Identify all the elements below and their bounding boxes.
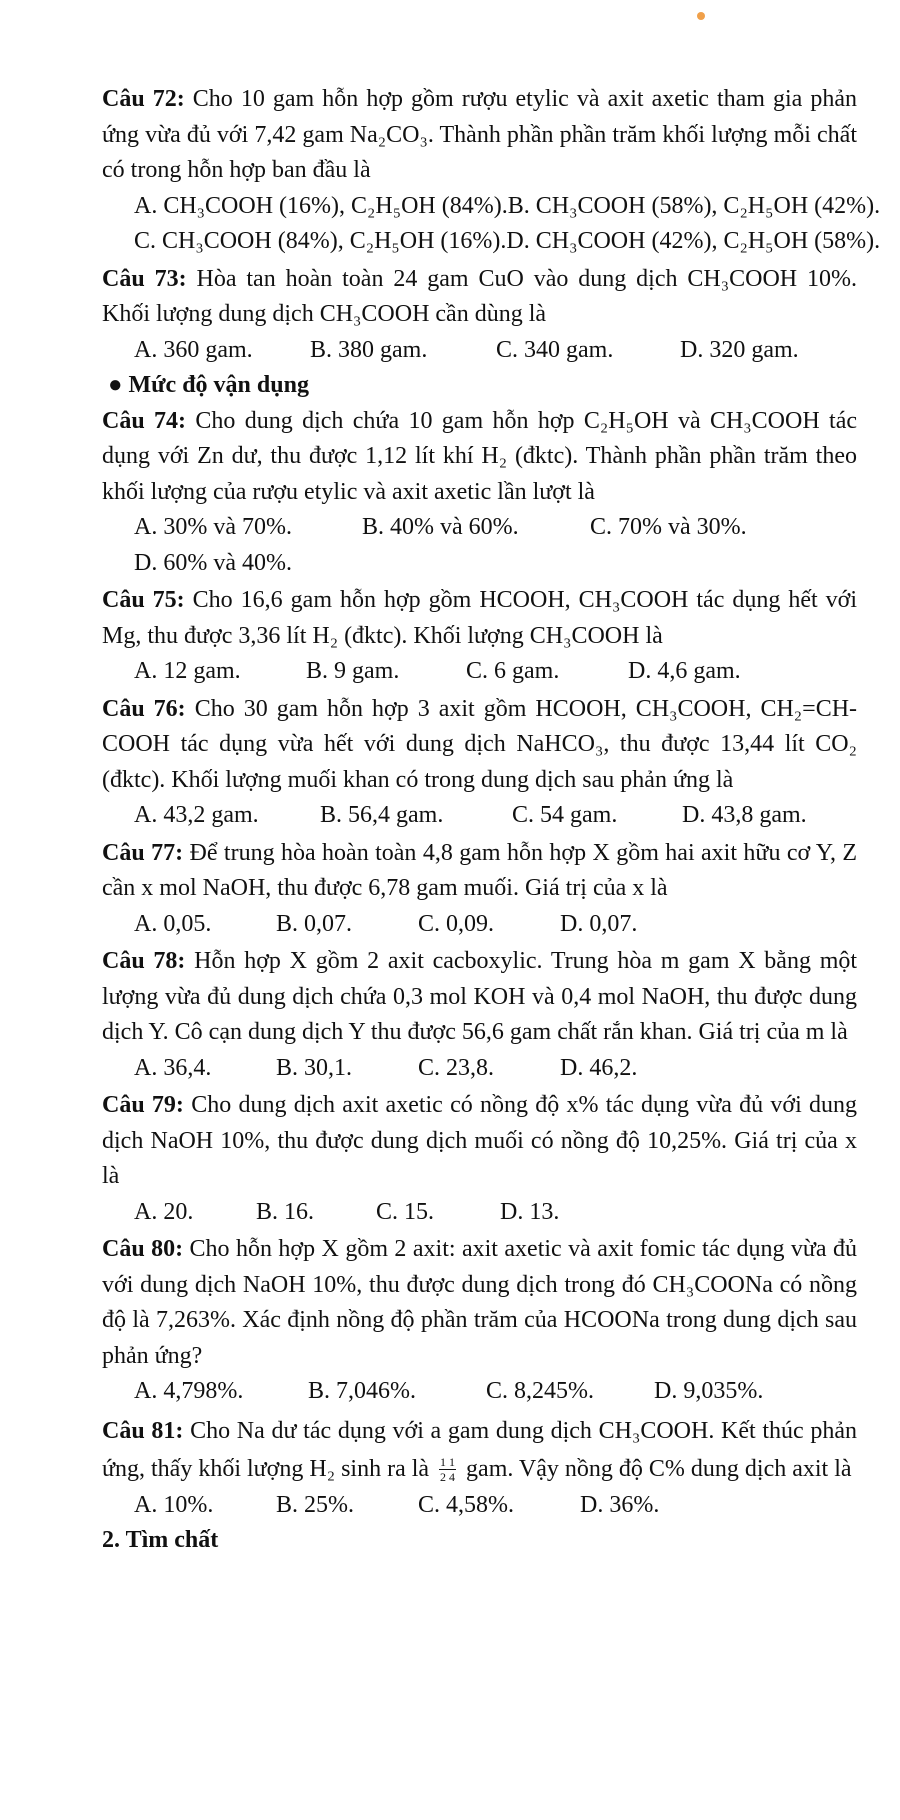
question-72 [102, 82, 857, 189]
question-text: Để trung hòa hoàn toàn 4,8 gam hỗn hợp X gồm hai axit hữu cơ Y, Z cần x mol NaOH, thu được 6,78 gam muối. Giá trị của x là [102, 839, 858, 901]
question-text-cont: gam. Vậy nồng độ C% dung dịch axit là [466, 1455, 852, 1482]
question-74 [102, 404, 857, 511]
options-row [102, 1374, 857, 1410]
question-81 [102, 1412, 857, 1488]
option-c: C. 70% và 30%. [590, 514, 747, 540]
option-b: B. 56,4 gam. [320, 802, 444, 828]
option-a: A. CH₃COOH (16%), C₂H₅OH (84%). [134, 192, 508, 219]
question-text: Cho 30 gam hỗn hợp 3 axit gồm HCOOH, CH₃COOH, CH₂=CH-COOH tác dụng vừa hết với dung dịch NaHCO₃, thu được 13,44 lít CO₂ (đktc). Khối lượng muối khan có trong dung dịch sau phản ứng là [102, 695, 858, 793]
question-73 [102, 262, 857, 333]
option-c: C. 0,09. [418, 910, 495, 937]
question-80 [102, 1232, 857, 1374]
question-label: Câu 78: [102, 948, 186, 974]
options-row [102, 546, 857, 582]
option-a: A. 360 gam. [134, 336, 253, 363]
options-row [102, 1195, 857, 1231]
option-d: D. 13. [500, 1198, 560, 1225]
fraction [439, 1455, 456, 1484]
question-79 [102, 1088, 857, 1195]
question-text: Cho dung dịch axit axetic có nồng độ x% tác dụng vừa đủ với dung dịch NaOH 10%, thu được dung dịch muối có nồng độ 10,25%. Giá trị của x là [102, 1092, 858, 1189]
document-body [102, 82, 881, 1559]
options-row [102, 798, 857, 834]
question-text: Cho Na dư tác dụng với a gam dung dịch CH₃COOH. Kết thúc phản ứng, thấy khối lượng H₂ sinh ra là [102, 1417, 858, 1482]
question-text: Hỗn hợp X gồm 2 axit cacboxylic. Trung hòa m gam X bằng một lượng vừa đủ dung dịch chứa 0,3 mol KOH và 0,4 mol NaOH, thu được dung dịch Y. Cô cạn dung dịch Y thu được 56,6 gam chất rắn khan. Giá trị của m là [102, 948, 858, 1045]
options-row [102, 1488, 857, 1524]
question-76 [102, 692, 857, 799]
question-text: Cho 16,6 gam hỗn hợp gồm HCOOH, CH₃COOH tác dụng hết với Mg, thu được 3,36 lít H₂ (đktc). Khối lượng CH₃COOH là [102, 587, 858, 649]
section-title: Mức độ vận dụng [128, 372, 309, 398]
option-a: A. 0,05. [134, 910, 212, 937]
option-b: B. 16. [256, 1198, 315, 1225]
question-label: Câu 79: [102, 1092, 184, 1118]
section-heading [102, 368, 857, 404]
option-d: D. 0,07. [560, 910, 638, 937]
fraction-denominator: 2 4 [440, 1470, 456, 1485]
question-label: Câu 81: [102, 1417, 184, 1444]
option-c: C. 340 gam. [496, 336, 614, 363]
options-row [102, 224, 881, 260]
options-row [102, 1051, 857, 1087]
fraction-numerator: 1 1 [440, 1455, 456, 1470]
option-c: C. 8,245%. [486, 1378, 594, 1404]
question-75 [102, 583, 857, 654]
question-label: Câu 74: [102, 407, 187, 434]
option-a: A. 20. [134, 1198, 194, 1225]
options-row [102, 654, 857, 690]
question-label: Câu 73: [102, 265, 187, 292]
question-text: Cho hỗn hợp X gồm 2 axit: axit axetic và axit fomic tác dụng vừa đủ với dung dịch NaOH 10%, thu được dung dịch trong đó CH₃COONa có nồng độ là 7,263%. Xác định nồng độ phần trăm của HCOONa trong dung dịch sau phản ứng? [102, 1236, 857, 1369]
options-row [102, 333, 857, 369]
options-row [102, 510, 857, 546]
option-a: A. 36,4. [134, 1054, 212, 1081]
option-b: B. 9 gam. [306, 658, 400, 684]
question-77 [102, 836, 857, 907]
options-row [102, 907, 857, 943]
option-b: B. 380 gam. [310, 336, 428, 363]
option-a: A. 12 gam. [134, 658, 241, 684]
option-b: B. 0,07. [276, 910, 353, 937]
options-row [102, 189, 881, 225]
option-d: D. CH₃COOH (42%), C₂H₅OH (58%). [506, 228, 881, 254]
option-c: C. 4,58%. [418, 1491, 514, 1518]
option-d: D. 9,035%. [654, 1378, 764, 1404]
question-78 [102, 944, 857, 1051]
question-text: Cho dung dịch chứa 10 gam hỗn hợp C₂H₅OH và CH₃COOH tác dụng với Zn dư, thu được 1,12 lít khí H₂ (đktc). Thành phần phần trăm theo khối lượng của rượu etylic và axit axetic lần lượt là [102, 407, 858, 505]
option-b: B. 40% và 60%. [362, 514, 519, 540]
option-c: C. 23,8. [418, 1054, 495, 1081]
question-label: Câu 72: [102, 86, 185, 112]
option-d: D. 320 gam. [680, 336, 799, 363]
option-a: A. 10%. [134, 1491, 214, 1518]
option-b: B. 30,1. [276, 1054, 353, 1081]
question-text: Hòa tan hoàn toàn 24 gam CuO vào dung dịch CH₃COOH 10%. Khối lượng dung dịch CH₃COOH cần dùng là [102, 265, 858, 327]
option-b: B. 25%. [276, 1491, 354, 1518]
option-c: C. 6 gam. [466, 658, 560, 684]
option-a: A. 4,798%. [134, 1378, 244, 1404]
option-c: C. CH₃COOH (84%), C₂H₅OH (16%). [134, 228, 507, 254]
option-c: C. 54 gam. [512, 802, 618, 828]
option-b: B. 7,046%. [308, 1378, 416, 1404]
option-d: D. 43,8 gam. [682, 802, 807, 828]
question-label: Câu 76: [102, 695, 186, 722]
orange-dot-icon [697, 12, 705, 20]
option-c: C. 15. [376, 1198, 435, 1225]
option-a: A. 43,2 gam. [134, 802, 259, 828]
option-d: D. 46,2. [560, 1054, 638, 1081]
option-b: B. CH₃COOH (58%), C₂H₅OH (42%). [507, 192, 881, 219]
bullet-icon: ● [108, 372, 129, 398]
question-label: Câu 77: [102, 839, 184, 866]
question-text: Cho 10 gam hỗn hợp gồm rượu etylic và axit axetic tham gia phản ứng vừa đủ với 7,42 gam Na₂CO₃. Thành phần phần trăm khối lượng mỗi chất có trong hỗn hợp ban đầu là [102, 86, 858, 183]
option-d: D. 4,6 gam. [628, 658, 741, 684]
question-label: Câu 75: [102, 587, 185, 613]
option-d: D. 36%. [580, 1491, 660, 1518]
option-a: A. 30% và 70%. [134, 514, 292, 540]
next-section-heading: 2. Tìm chất [102, 1527, 219, 1553]
question-label: Câu 80: [102, 1236, 184, 1262]
option-d: D. 60% và 40%. [134, 549, 292, 576]
